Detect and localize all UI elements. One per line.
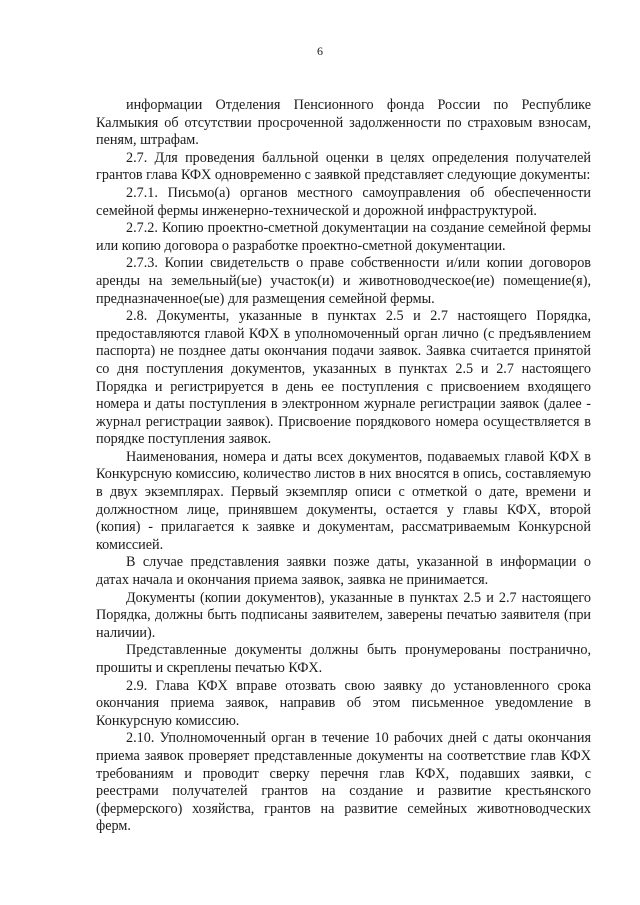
paragraph: Документы (копии документов), указанные в пунктах 2.5 и 2.7 настоящего Порядка, должны быть подписаны заявителем, заверены печатью заявителя (при наличии). xyxy=(96,589,591,641)
paragraph: 2.7.1. Письмо(а) органов местного самоуправления об обеспеченности семейной фермы инженерно-технической и дорожной инфраструктурой. xyxy=(96,184,591,219)
paragraph: 2.10. Уполномоченный орган в течение 10 рабочих дней с даты окончания приема заявок проверяет представленные документы на соответствие глав КФХ требованиям и проводит сверку перечня глав КФХ, подавших заявки, с реестрами получателей грантов на создание и развитие крестьянского (фермерского) хозяйства, грантов на развитие семейных животноводческих ферм. xyxy=(96,730,591,835)
paragraph: Представленные документы должны быть пронумерованы постранично, прошиты и скреплены печатью КФХ. xyxy=(96,642,591,676)
document-body xyxy=(96,97,591,836)
paragraph: 2.8. Документы, указанные в пунктах 2.5 и 2.7 настоящего Порядка, предоставляются главой КФХ в уполномоченный орган лично (с предъявлением паспорта) не позднее даты окончания подачи заявок. Заявка считается принятой со дня поступления документов, указанных в пунктах 2.5 и 2.7 настоящего Порядка и регистрируется в день ее поступления с присвоением входящего номера и даты поступления в электронном журнале регистрации заявок (далее - журнал регистрации заявок). Присвоение порядкового номера осуществляется в порядке поступления заявок. xyxy=(96,308,591,448)
paragraph: В случае представления заявки позже даты, указанной в информации о датах начала и окончания приема заявок, заявка не принимается. xyxy=(96,554,591,589)
paragraph: 2.7.2. Копию проектно-сметной документации на создание семейной фермы или копию договора о разработке проектно-сметной документации. xyxy=(96,220,591,254)
paragraph: 2.7. Для проведения балльной оценки в целях определения получателей грантов глава КФХ одновременно с заявкой представляет следующие документы: xyxy=(96,149,591,184)
paragraph: Наименования, номера и даты всех документов, подаваемых главой КФХ в Конкурсную комиссию, количество листов в них вносятся в опись, составляемую в двух экземплярах. Первый экземпляр описи с отметкой о дате, времени и должностном лице, принявшем документы, остается у главы КФХ, второй (копия) - прилагается к заявке и документам, рассматриваемым Конкурсной комиссией. xyxy=(96,448,591,553)
paragraph: 2.9. Глава КФХ вправе отозвать свою заявку до установленного срока окончания приема заявок, направив об этом письменное уведомление в Конкурсную комиссию. xyxy=(96,677,591,729)
paragraph: 2.7.3. Копии свидетельств о праве собственности и/или копии договоров аренды на земельный(ые) участок(и) и животноводческое(ие) помещение(я), предназначенное(ые) для размещения семейной фермы. xyxy=(96,255,591,307)
page-number: 6 xyxy=(317,44,323,58)
paragraph: информации Отделения Пенсионного фонда России по Республике Калмыкия об отсутствии просроченной задолженности по страховым взносам, пеням, штрафам. xyxy=(96,97,591,149)
